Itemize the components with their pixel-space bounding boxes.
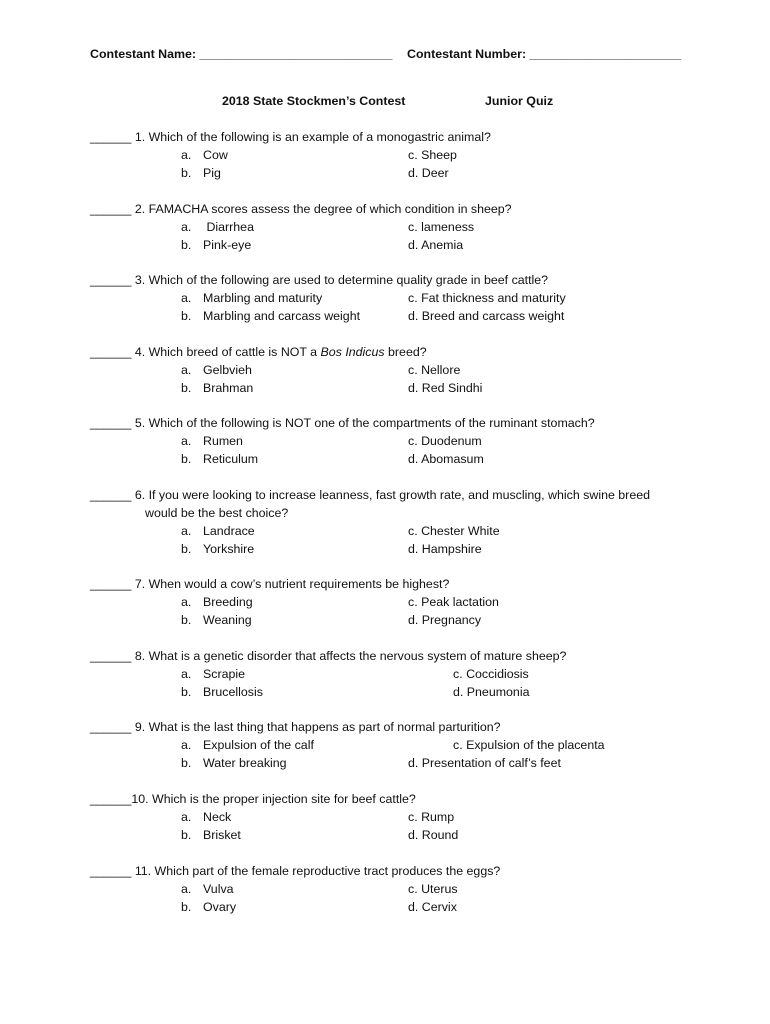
- option-b: b. Brisket: [181, 828, 241, 842]
- option-d: d. Round: [408, 828, 459, 842]
- option-a: a. Landrace: [181, 524, 255, 538]
- option-d: d. Hampshire: [408, 542, 482, 556]
- question-text: 3. Which of the following are used to determine quality grade in beef cattle?: [134, 273, 549, 287]
- question-text: 9. What is the last thing that happens as part of normal parturition?: [134, 720, 501, 734]
- option-c: c. Rump: [408, 810, 455, 824]
- question-9: [90, 718, 690, 772]
- question-text: 5. Which of the following is NOT one of the compartments of the ruminant stomach?: [134, 416, 595, 430]
- option-a: a. Expulsion of the calf: [181, 738, 314, 752]
- option-c: c. Nellore: [408, 363, 461, 377]
- question-stem: [90, 200, 690, 218]
- option-a: a. Gelbvieh: [181, 363, 252, 377]
- question-stem: [90, 575, 690, 593]
- answer-blank: ______: [90, 720, 132, 734]
- question-11: [90, 862, 690, 916]
- question-stem: [90, 414, 690, 432]
- option-c: c. Chester White: [408, 524, 500, 538]
- option-a: a. Scrapie: [181, 667, 246, 681]
- question-stem: [90, 128, 690, 146]
- option-b: b. Ovary: [181, 900, 237, 914]
- question-stem: [90, 862, 690, 880]
- question-text: 11. Which part of the female reproductive tract produces the eggs?: [134, 864, 501, 878]
- answer-blank: ______: [90, 416, 132, 430]
- option-b: b. Water breaking: [181, 756, 287, 770]
- question-10: [90, 790, 690, 844]
- question-stem: [90, 647, 690, 665]
- option-a: a. Diarrhea: [181, 220, 254, 234]
- option-a: a. Marbling and maturity: [181, 291, 323, 305]
- question-text: 2. FAMACHA scores assess the degree of which condition in sheep?: [134, 202, 512, 216]
- contestant-header: [90, 47, 690, 61]
- question-5: [90, 414, 690, 468]
- option-d: d. Abomasum: [408, 452, 484, 466]
- option-a: a. Rumen: [181, 434, 243, 448]
- answer-blank: ______: [90, 488, 132, 502]
- option-c: c. Sheep: [408, 148, 457, 162]
- answer-blank: ______: [90, 202, 132, 216]
- option-c: c. lameness: [408, 220, 475, 234]
- option-d: d. Deer: [408, 166, 449, 180]
- question-text-continued: would be the best choice?: [145, 506, 289, 520]
- answer-blank: ______: [90, 649, 132, 663]
- option-a: a. Vulva: [181, 882, 234, 896]
- question-2: [90, 200, 690, 254]
- question-stem: [90, 486, 690, 504]
- option-d: d. Red Sindhi: [408, 381, 483, 395]
- question-4: [90, 343, 690, 397]
- option-b: b. Weaning: [181, 613, 252, 627]
- question-stem: [90, 343, 690, 361]
- option-b: b. Pig: [181, 166, 221, 180]
- answer-blank: ______: [90, 345, 132, 359]
- option-b: b. Brucellosis: [181, 685, 263, 699]
- option-c: c. Coccidiosis: [453, 667, 529, 681]
- question-stem: [90, 718, 690, 736]
- contest-title: 2018 State Stockmen’s Contest: [222, 94, 406, 108]
- option-a: a. Neck: [181, 810, 232, 824]
- question-stem: [90, 790, 690, 808]
- question-3: [90, 271, 690, 325]
- question-1: [90, 128, 690, 182]
- option-c: c. Uterus: [408, 882, 458, 896]
- option-b: b. Yorkshire: [181, 542, 255, 556]
- question-stem: [90, 271, 690, 289]
- answer-blank: ______: [90, 273, 132, 287]
- question-text: 8. What is a genetic disorder that affects the nervous system of mature sheep?: [134, 649, 567, 663]
- option-b: b. Pink-eye: [181, 238, 252, 252]
- answer-blank: ______: [90, 792, 132, 806]
- option-c: c. Expulsion of the placenta: [453, 738, 605, 752]
- option-a: a. Cow: [181, 148, 228, 162]
- question-text: 6. If you were looking to increase leanness, fast growth rate, and muscling, which swine breed: [134, 488, 650, 502]
- quiz-level: Junior Quiz: [485, 94, 554, 108]
- option-d: d. Pregnancy: [408, 613, 482, 627]
- answer-blank: ______: [90, 577, 132, 591]
- contestant-name-label: Contestant Name: ____________________________: [90, 47, 393, 61]
- question-text: 7. When would a cow’s nutrient requirements be highest?: [134, 577, 450, 591]
- question-text: 1. Which of the following is an example of a monogastric animal?: [134, 130, 491, 144]
- option-a: a. Breeding: [181, 595, 253, 609]
- contestant-number-label: Contestant Number: ______________________: [407, 47, 682, 61]
- question-6: [90, 486, 690, 558]
- question-8: [90, 647, 690, 701]
- answer-blank: ______: [90, 864, 132, 878]
- option-d: d. Breed and carcass weight: [408, 309, 565, 323]
- species-name: Bos Indicus: [320, 345, 385, 359]
- question-7: [90, 575, 690, 629]
- option-d: d. Presentation of calf’s feet: [408, 756, 561, 770]
- option-b: b. Marbling and carcass weight: [181, 309, 361, 323]
- option-d: d. Cervix: [408, 900, 457, 914]
- option-d: d. Pneumonia: [453, 685, 530, 699]
- option-d: d. Anemia: [408, 238, 464, 252]
- option-c: c. Peak lactation: [408, 595, 499, 609]
- option-c: c. Duodenum: [408, 434, 482, 448]
- option-c: c. Fat thickness and maturity: [408, 291, 566, 305]
- question-text: 10. Which is the proper injection site for beef cattle?: [131, 792, 416, 806]
- question-text: 4. Which breed of cattle is NOT a Bos Indicus breed?: [134, 345, 427, 359]
- option-b: b. Reticulum: [181, 452, 259, 466]
- answer-blank: ______: [90, 130, 132, 144]
- option-b: b. Brahman: [181, 381, 254, 395]
